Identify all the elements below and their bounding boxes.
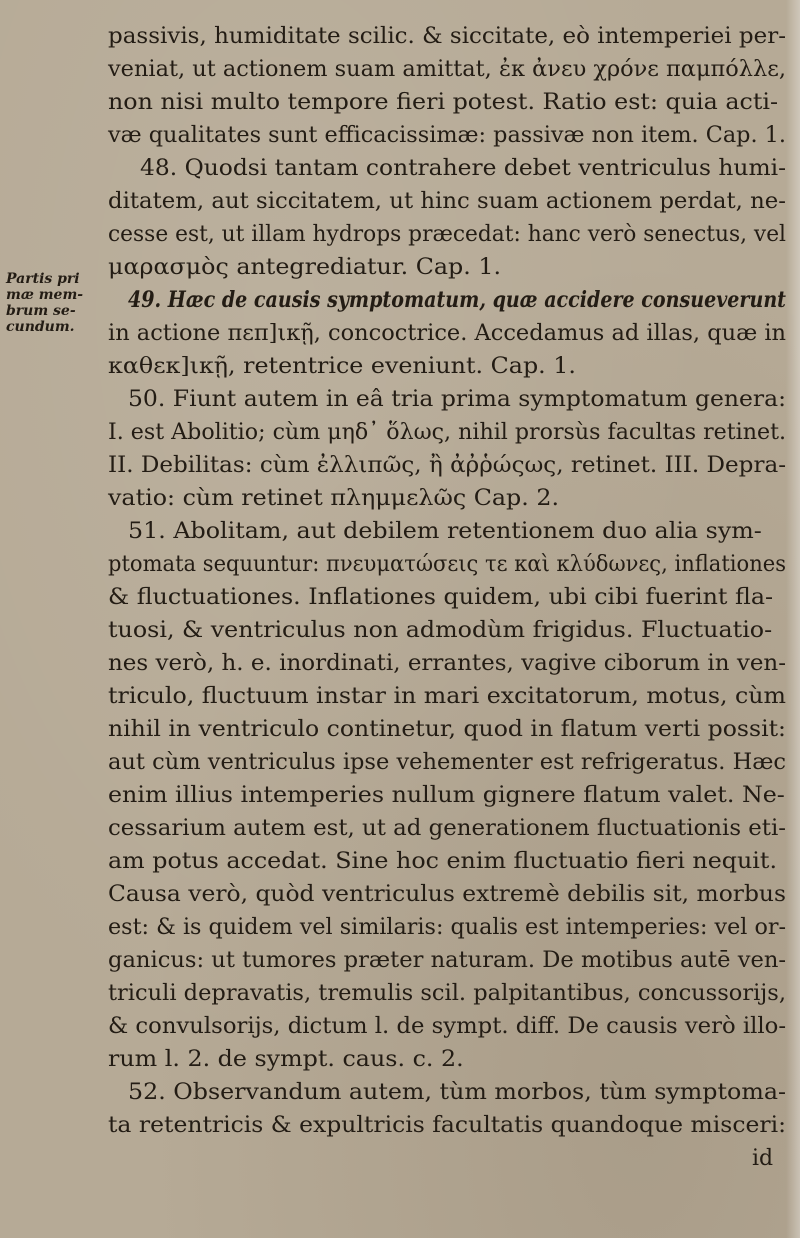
text-line: cessarium autem est, ut ad generationem fluctuationis eti- [108,816,786,841]
text-line: aut cùm ventriculus ipse vehementer est refrigeratus. Hæc [108,750,786,775]
text-line: & convulsorijs, dictum l. de sympt. diff. De causis verò illo- [108,1014,786,1039]
margin-note-line: mæ mem- [6,287,84,303]
text-line: καθεκ]ικῇ, retentrice eveniunt. Cap. 1. [108,354,576,379]
text-line: enim illius intemperies nullum gignere flatum valet. Ne- [108,783,785,808]
text-line: I. est Abolitio; cùm μηδ᾽ ὅλως, nihil prorsùs facultas retinet. [108,420,786,445]
text-line: ditatem, aut siccitatem, ut hinc suam actionem perdat, ne- [108,189,786,214]
text-line: am potus accedat. Sine hoc enim fluctuatio fieri nequit. [108,849,778,874]
text-line: 52. Observandum autem, tùm morbos, tùm symptoma- [128,1080,786,1105]
text-line: rum l. 2. de sympt. caus. c. 2. [108,1047,464,1072]
margin-note-line: brum se- [6,303,76,319]
text-line: II. Debilitas: cùm ἐλλιπῶς, ἢ ἀῤῥώςως, retinet. III. Depra- [108,453,786,478]
text-line: μαρασμὸς antegrediatur. Cap. 1. [108,255,502,280]
text-line: 51. Abolitam, aut debilem retentionem duo alia sym- [128,519,762,544]
text-line: ganicus: ut tumores præter naturam. De motibus autē ven- [108,948,786,973]
text-line: in actione πεπ]ικῇ, concoctrice. Accedamus ad illas, quæ in [108,321,786,346]
text-line: non nisi multo tempore fieri potest. Ratio est: quia acti- [108,90,779,115]
text-line: triculi depravatis, tremulis scil. palpitantibus, concussorijs, [108,981,786,1006]
margin-note-line: Partis pri [6,271,80,287]
text-line: 48. Quodsi tantam contrahere debet ventriculus humi- [140,156,786,181]
text-line: triculo, fluctuum instar in mari excitatorum, motus, cùm [108,684,786,709]
text-line: veniat, ut actionem suam amittat, ἐκ ἀνευ χρόνε παμπόλλε, [108,57,786,82]
text-line: cesse est, ut illam hydrops præcedat: hanc verò senectus, vel [108,222,786,247]
text-line: nes verò, h. e. inordinati, errantes, vagive ciborum in ven- [108,651,786,676]
text-line: est: & is quidem vel similaris: qualis est intemperies: vel or- [108,915,786,940]
text-line: passivis, humiditate scilic. & siccitate, eò intemperiei per- [108,24,786,49]
catchword: id [752,1146,774,1171]
text-line: Causa verò, quòd ventriculus extremè debilis sit, morbus [108,882,786,907]
text-line: ptomata sequuntur: πνευματώσεις τε καὶ κλύδωνες, inflationes [108,552,786,577]
text-line: nihil in ventriculo continetur, quod in flatum verti possit: [108,717,786,742]
text-line: 49. Hæc de causis symptomatum, quæ accidere consueverunt [128,287,786,313]
text-line: & fluctuationes. Inflationes quidem, ubi cibi fuerint fla- [108,585,774,610]
text-line: væ qualitates sunt efficacissimæ: passivæ non item. Cap. 1. [108,123,786,148]
margin-note-line: cundum. [6,319,75,335]
text-line: 50. Fiunt autem in eâ tria prima symptomatum genera: [128,387,787,412]
text-line: tuosi, & ventriculus non admodùm frigidus. Fluctuatio- [108,618,773,643]
text-line: vatio: cùm retinet πλημμελῶς Cap. 2. [108,486,560,511]
text-line: ta retentricis & expultricis facultatis quandoque misceri: [108,1113,786,1138]
